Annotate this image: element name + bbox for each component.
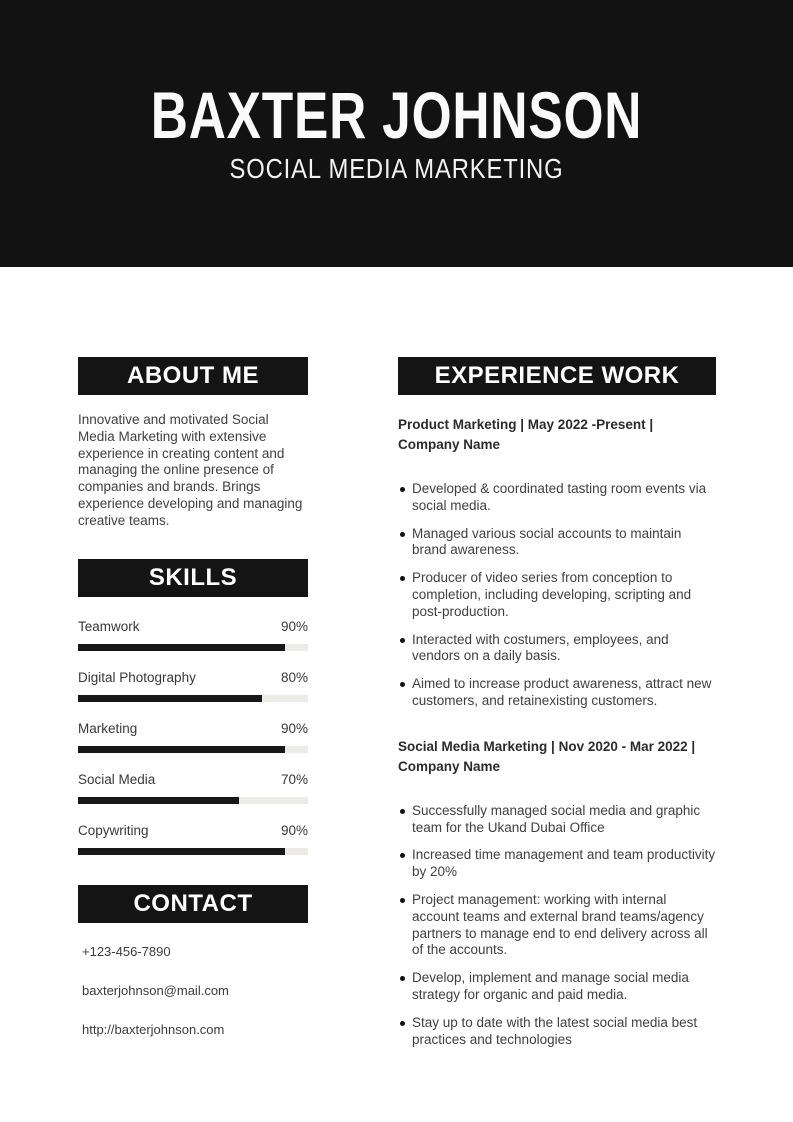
job-entry xyxy=(398,415,716,710)
contact-item: +123-456-7890 xyxy=(82,943,171,959)
skill-row xyxy=(78,721,308,753)
skill-progress-fill xyxy=(78,644,285,651)
skill-row xyxy=(78,619,308,651)
job-bullet: Develop, implement and manage social media strategy for organic and paid media. xyxy=(398,970,716,1004)
skills-list xyxy=(78,619,308,855)
experience-section xyxy=(398,357,716,1048)
skill-label: Copywriting xyxy=(78,822,149,838)
skill-percent: 80% xyxy=(280,669,308,685)
skill-label: Digital Photography xyxy=(78,669,196,685)
contact-item: http://baxterjohnson.com xyxy=(82,1021,225,1037)
about-section xyxy=(78,357,308,530)
skill-label: Teamwork xyxy=(78,618,140,634)
job-bullet: Stay up to date with the latest social media best practices and technologies xyxy=(398,1015,716,1049)
skill-progress-fill xyxy=(78,848,285,855)
skill-progress-fill xyxy=(78,746,285,753)
skill-percent: 90% xyxy=(280,822,308,838)
experience-heading: EXPERIENCE WORK xyxy=(398,357,716,395)
job-bullet: Project management: working with internal account teams and external brand teams/agency partners to manage end to end delivery across all of the accounts. xyxy=(398,892,716,959)
skill-percent: 90% xyxy=(280,618,308,634)
resume-body xyxy=(0,267,793,1048)
job-bullet: Successfully managed social media and graphic team for the Ukand Dubai Office xyxy=(398,803,716,837)
job-bullet-list xyxy=(398,803,716,1049)
job-bullet: Increased time management and team productivity by 20% xyxy=(398,847,716,881)
skill-progress-track xyxy=(78,848,308,855)
skill-percent: 90% xyxy=(280,720,308,736)
right-column xyxy=(398,357,716,1048)
job-title: Social Media Marketing | Nov 2020 - Mar 2022 | Company Name xyxy=(398,738,696,774)
job-bullet: Developed & coordinated tasting room events via social media. xyxy=(398,481,716,515)
job-bullet: Producer of video series from conception to completion, including developing, scripting and post-production. xyxy=(398,570,716,620)
about-heading: ABOUT ME xyxy=(78,357,308,395)
job-bullet: Aimed to increase product awareness, attract new customers, and retainexisting customers. xyxy=(398,676,716,710)
contact-heading: CONTACT xyxy=(78,885,308,923)
person-name: BAXTER JOHNSON xyxy=(150,78,643,152)
job-bullet: Managed various social accounts to maintain brand awareness. xyxy=(398,526,716,560)
skill-progress-track xyxy=(78,644,308,651)
job-title: Product Marketing | May 2022 -Present | Company Name xyxy=(398,417,654,452)
header-banner xyxy=(0,0,793,267)
contact-item: baxterjohnson@mail.com xyxy=(82,982,229,998)
job-entry xyxy=(398,737,716,1049)
skill-label: Marketing xyxy=(78,720,138,736)
skill-progress-track xyxy=(78,746,308,753)
skill-progress-fill xyxy=(78,695,262,702)
skill-label: Social Media xyxy=(78,771,156,787)
skills-section xyxy=(78,559,308,855)
skill-row xyxy=(78,670,308,702)
skill-row xyxy=(78,823,308,855)
left-column xyxy=(78,357,308,1048)
skill-progress-track xyxy=(78,695,308,702)
experience-jobs xyxy=(398,415,716,1048)
contact-list xyxy=(78,944,308,1037)
skill-progress-fill xyxy=(78,797,239,804)
about-text: Innovative and motivated Social Media Marketing with extensive experience in creating content and managing the online presence of companies and brands. Brings experience developing and managing creative teams. xyxy=(78,412,303,528)
job-bullet-list xyxy=(398,481,716,710)
skill-row xyxy=(78,772,308,804)
skill-percent: 70% xyxy=(280,771,308,787)
person-title: SOCIAL MEDIA MARKETING xyxy=(229,153,564,184)
skills-heading: SKILLS xyxy=(78,559,308,597)
job-bullet: Interacted with costumers, employees, and vendors on a daily basis. xyxy=(398,632,716,666)
contact-section xyxy=(78,885,308,1037)
skill-progress-track xyxy=(78,797,308,804)
